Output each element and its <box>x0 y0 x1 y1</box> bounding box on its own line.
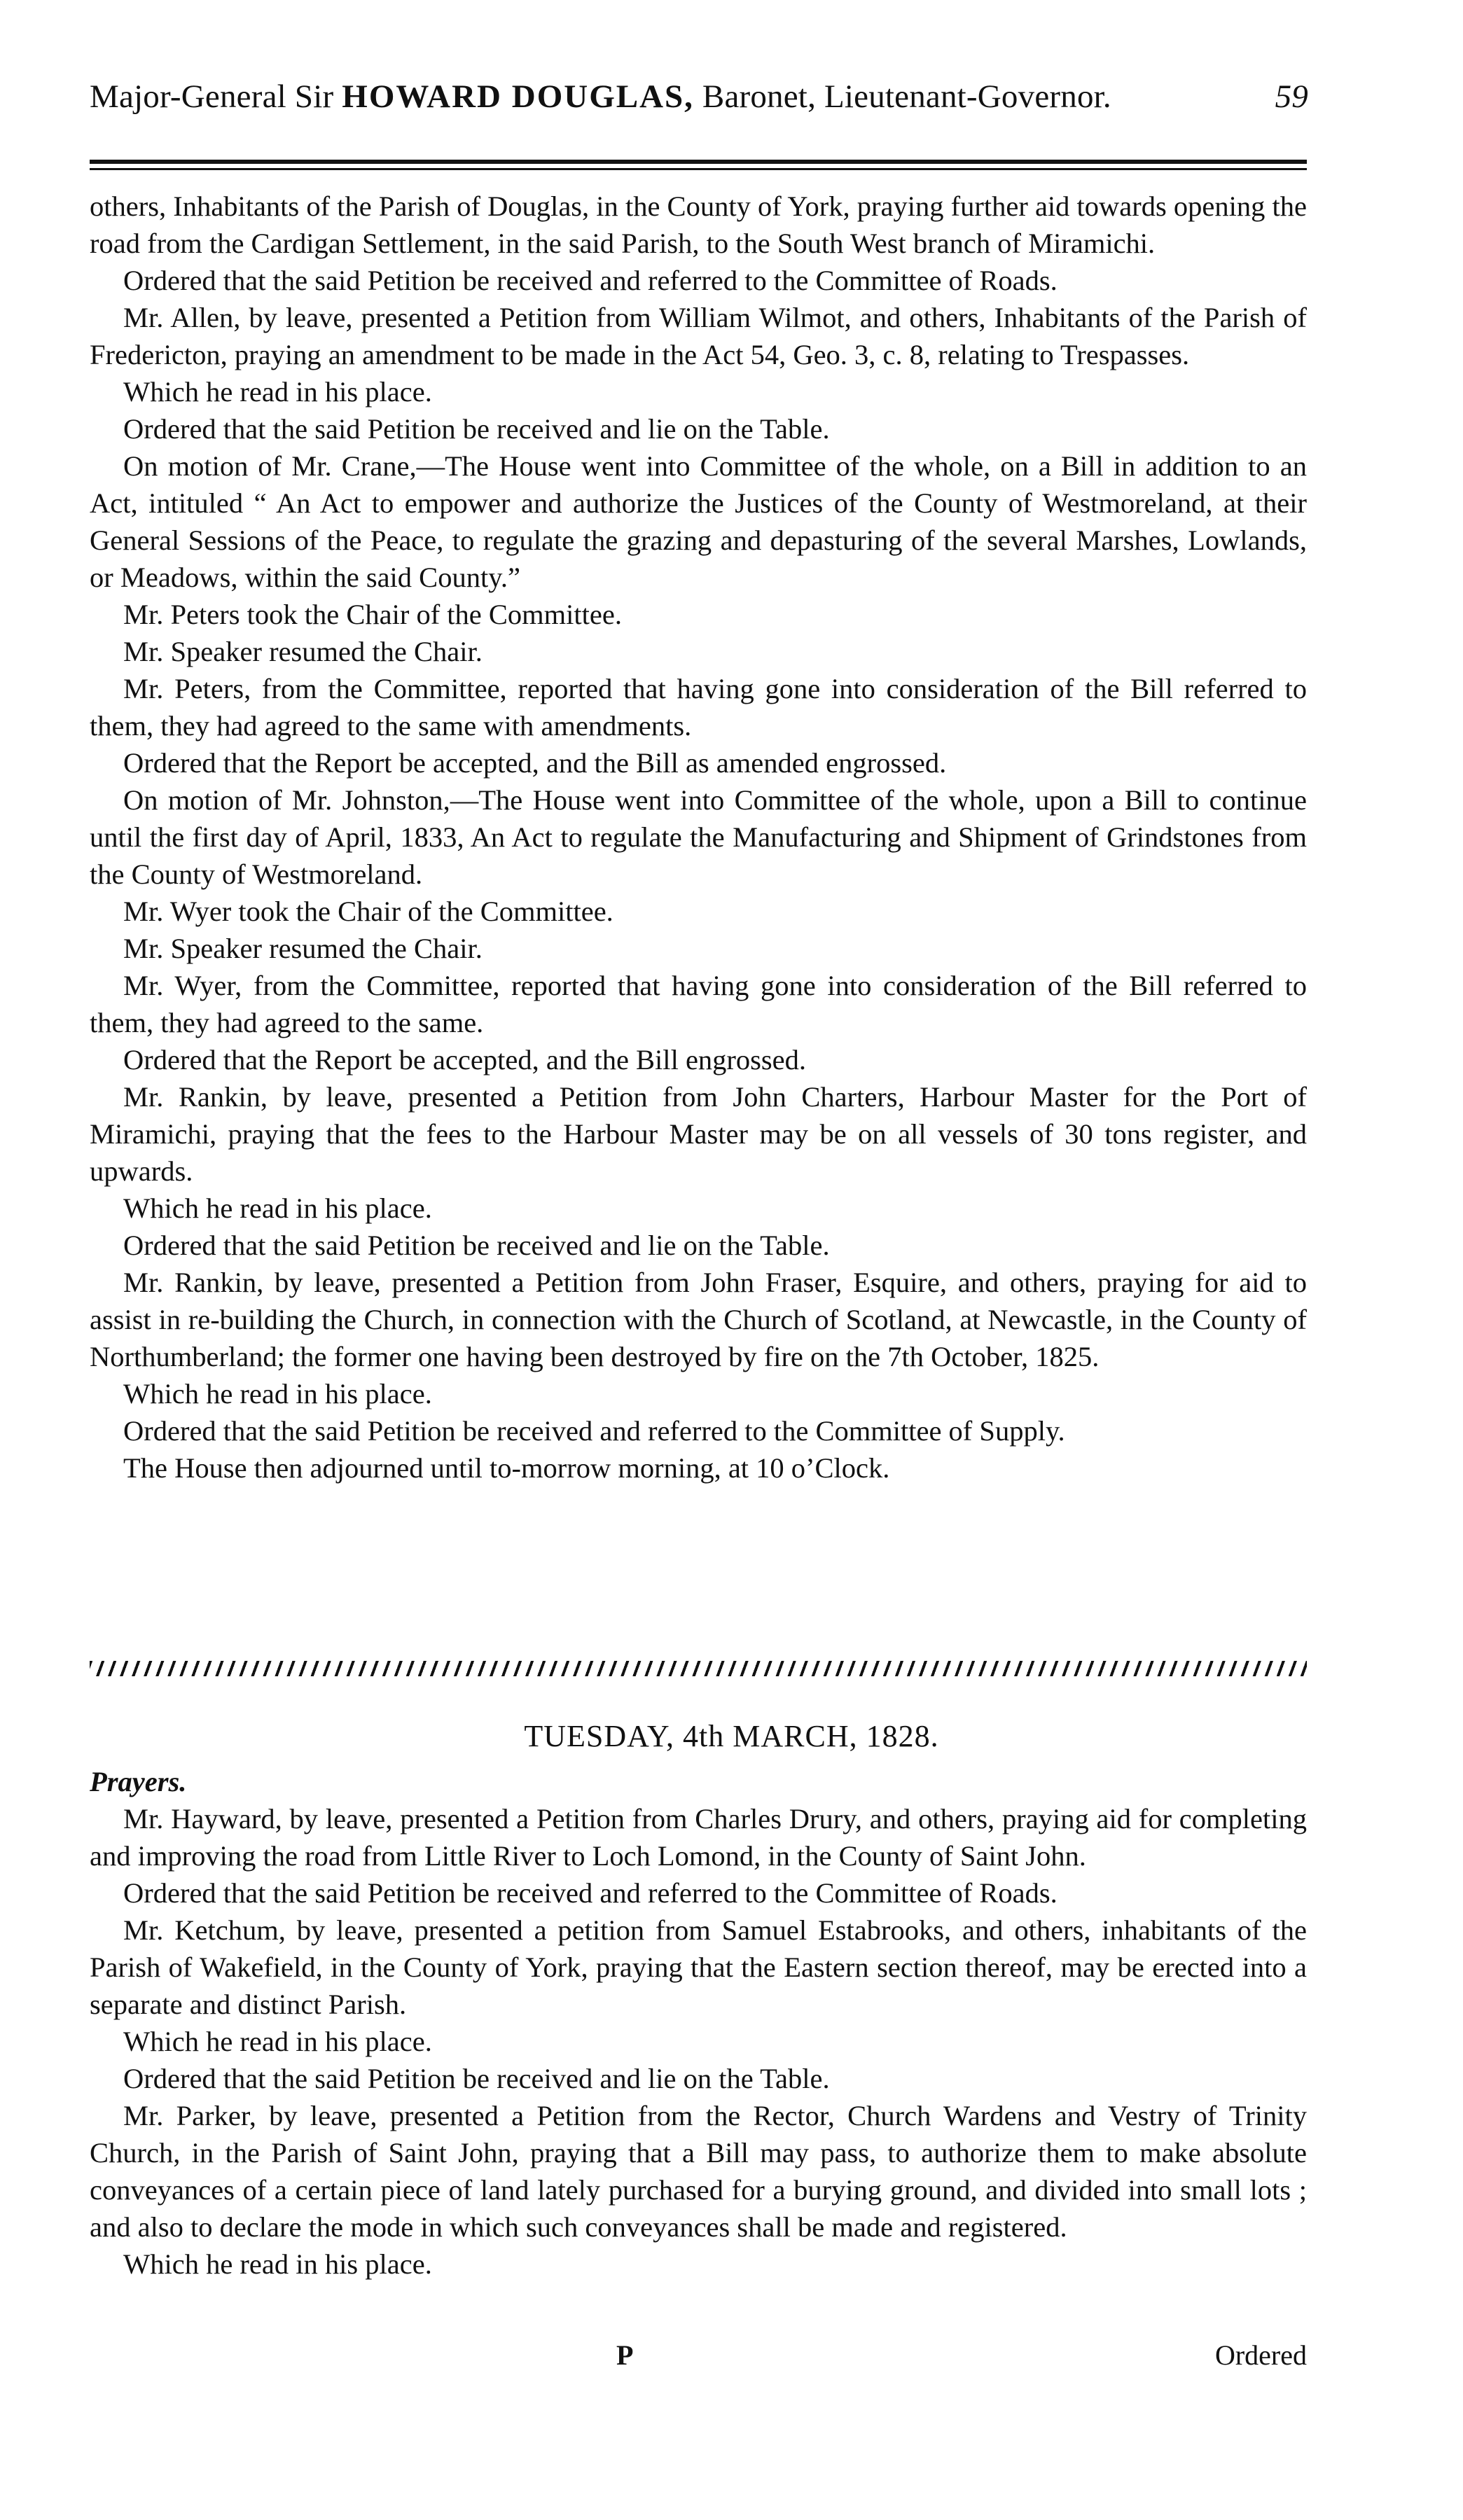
paragraph: Mr. Speaker resumed the Chair. <box>123 933 483 964</box>
day-heading: TUESDAY, 4th MARCH, 1828. <box>524 1719 939 1753</box>
ornamental-divider <box>90 1661 1307 1676</box>
prayers-label <box>90 1763 1307 1800</box>
paragraph: Ordered that the Report be accepted, and the Bill engrossed. <box>123 1044 807 1075</box>
catchword: Ordered <box>1214 2339 1307 2371</box>
paragraph: On motion of Mr. Johnston,—The House went into Committee of the whole, upon a Bill to continue until the first day of April, 1833, An Act to regulate the Manufacturing and Shipment of Grindstones from the County of Westmoreland. <box>90 784 1307 890</box>
signature-mark: P <box>616 2339 634 2371</box>
paragraph: Ordered that the said Petition be received and lie on the Table. <box>123 413 830 445</box>
paragraph: Mr. Peters took the Chair of the Committee. <box>123 599 623 630</box>
paragraph: Which he read in his place. <box>123 2026 432 2057</box>
proceedings-text-march-4 <box>90 1763 1307 2283</box>
paragraph: Ordered that the said Petition be received and referred to the Committee of Roads. <box>123 1877 1058 1909</box>
paragraph: Mr. Wyer, from the Committee, reported that having gone into consideration of the Bill referred to them, they had agreed to the same. <box>90 970 1307 1038</box>
page-number: 59 <box>1275 78 1308 115</box>
paragraph: Mr. Ketchum, by leave, presented a petition from Samuel Estabrooks, and others, inhabitants of the Parish of Wakefield, in the County of York, praying that the Eastern section thereof, may be erected into a separate and distinct Parish. <box>90 1914 1307 2020</box>
paragraph: Ordered that the Report be accepted, and the Bill as amended engrossed. <box>123 747 947 779</box>
paragraph: Mr. Rankin, by leave, presented a Petition from John Fraser, Esquire, and others, praying for aid to assist in re-building the Church, in connection with the Church of Scotland, at Newcastle, in the County of Northumberland; the former one having been destroyed by fire on the 7th October, 1825. <box>90 1267 1307 1372</box>
paragraph: Mr. Wyer took the Chair of the Committee. <box>123 896 613 927</box>
running-head-subtitle: Baronet, Lieutenant-Governor. <box>702 78 1111 115</box>
paragraph: Mr. Allen, by leave, presented a Petition from William Wilmot, and others, Inhabitants of the Parish of Fredericton, praying an amendment to be made in the Act 54, Geo. 3, c. 8, relating to Trespasses. <box>90 302 1307 370</box>
header-rule-thick <box>90 160 1307 164</box>
paragraph: others, Inhabitants of the Parish of Douglas, in the County of York, praying further aid towards opening the road from the Cardigan Settlement, in the said Parish, to the South West branch of Miramichi. <box>90 190 1307 259</box>
page-footer <box>90 2337 1307 2379</box>
paragraph: Mr. Hayward, by leave, presented a Petition from Charles Drury, and others, praying aid for completing and improving the road from Little River to Loch Lomond, in the County of Saint John. <box>90 1803 1307 1872</box>
paragraph: On motion of Mr. Crane,—The House went into Committee of the whole, on a Bill in addition to an Act, intituled “ An Act to empower and authorize the Justices of the County of Westmoreland, at their General Sessions of the Peace, to regulate the grazing and depasturing of the several Marshes, Lowlands, or Meadows, within the said County.” <box>90 450 1307 593</box>
paragraph: Mr. Speaker resumed the Chair. <box>123 636 483 667</box>
prayers-text: Prayers. <box>90 1766 187 1797</box>
paragraph: The House then adjourned until to-morrow morning, at 10 o’Clock. <box>123 1452 890 1484</box>
paragraph: Mr. Peters, from the Committee, reported that having gone into consideration of the Bill referred to them, they had agreed to the same with amendments. <box>90 673 1307 742</box>
running-head-title: Major-General Sir <box>90 78 334 115</box>
paragraph: Mr. Parker, by leave, presented a Petition from the Rector, Church Wardens and Vestry of Trinity Church, in the Parish of Saint John, praying that a Bill may pass, to authorize them to make absolute conveyances of a certain piece of land lately purchased for a burying ground, and divided into small lots ; and also to declare the mode in which such conveyances shall be made and registered. <box>90 2100 1307 2243</box>
paragraph: Which he read in his place. <box>123 1192 432 1224</box>
proceedings-text-march-3 <box>90 188 1307 1487</box>
paragraph: Ordered that the said Petition be received and referred to the Committee of Supply. <box>123 1415 1065 1447</box>
paragraph: Which he read in his place. <box>123 376 432 408</box>
paragraph: Which he read in his place. <box>123 2248 432 2280</box>
paragraph: Ordered that the said Petition be received and referred to the Committee of Roads. <box>123 265 1058 296</box>
header-rule-thin <box>90 168 1307 170</box>
paragraph: Ordered that the said Petition be received and lie on the Table. <box>123 2063 830 2094</box>
running-head <box>90 76 1308 118</box>
paragraph: Which he read in his place. <box>123 1378 432 1409</box>
paragraph: Mr. Rankin, by leave, presented a Petition from John Charters, Harbour Master for the Port of Miramichi, praying that the fees to the Harbour Master may be on all vessels of 30 tons register, and upwards. <box>90 1081 1307 1187</box>
running-head-name: HOWARD DOUGLAS, <box>342 78 694 115</box>
paragraph: Ordered that the said Petition be received and lie on the Table. <box>123 1230 830 1261</box>
